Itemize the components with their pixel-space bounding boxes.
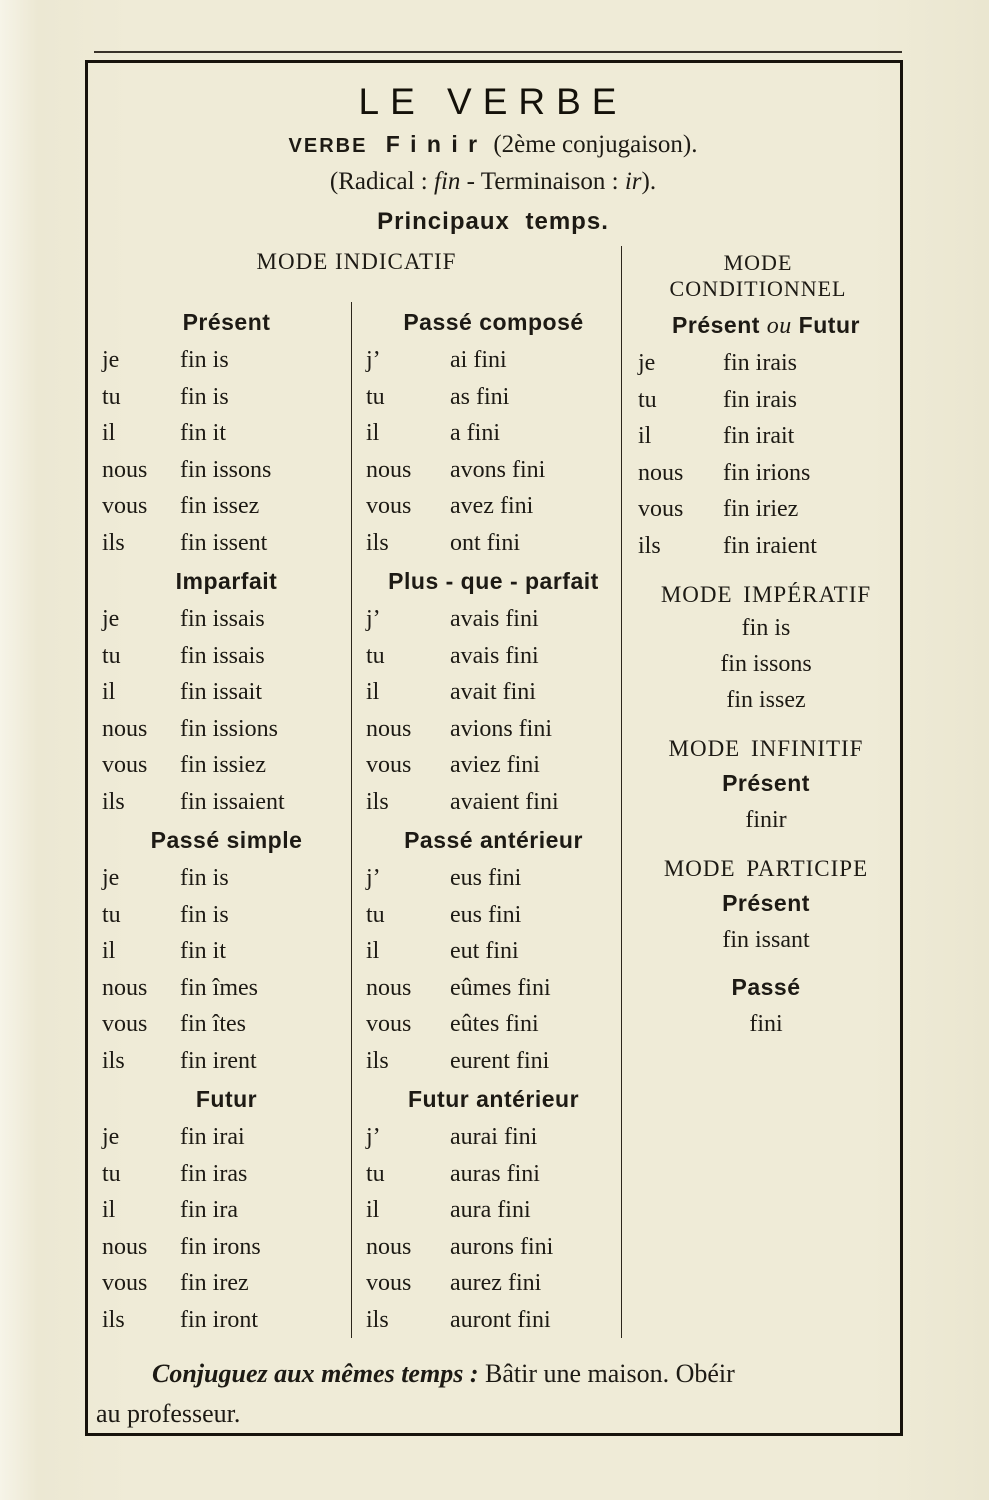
verb-form: fin issiez [180,752,266,778]
pronoun: ils [102,788,125,815]
conjugation-row [366,1006,621,1043]
conjugation-row [102,933,351,970]
verb-form: fin issais [180,606,265,632]
conjugation-row [102,897,351,934]
conjugation-row [102,1156,351,1193]
conjugation-row [366,747,621,784]
tense-heading: Futur antérieur [407,1086,580,1112]
verb-form: fin issez [180,493,260,519]
conjugation-row [366,1192,621,1229]
participe-passe-heading: Passé [731,974,801,1000]
conjugation-row [102,452,351,489]
pronoun: ils [102,1306,125,1333]
pronoun: ils [366,1047,389,1074]
radical-line [92,168,894,196]
pronoun: il [366,938,380,964]
tense-heading: Imparfait [175,568,278,594]
pronoun: ils [102,529,125,556]
conjugation-row [102,970,351,1007]
verb-form: fin îmes [180,974,258,1001]
verb-form: avais fini [450,642,539,669]
pronoun: il [102,420,116,446]
section-title: Principaux temps. [377,208,609,235]
tense-heading: Passé composé [403,309,584,335]
conjugation-row [638,345,894,382]
verb-form: fin irons [180,1233,261,1260]
verb-form: fin irais [723,350,797,376]
verb-form: aura fini [450,1197,531,1223]
conjugation-row [366,488,621,525]
instruction-lead: Conjuguez aux mêmes temps : [152,1359,479,1388]
radical-ending: ir [624,168,642,195]
verb-form: aurons fini [450,1233,554,1260]
pronoun: je [102,865,120,891]
instruction-line2: au professeur. [96,1399,241,1428]
conjugation-row [102,601,351,638]
conjugation-row [102,1043,351,1080]
conjugation-row [366,897,621,934]
tense-heading: Passé simple [150,827,303,853]
mode-conditionnel-heading [621,246,894,302]
tense-heading: Futur [195,1086,258,1112]
pronoun: vous [366,1011,412,1037]
mode-infinitif-heading: MODE INFINITIF [668,736,864,761]
verb-form: auront fini [450,1306,551,1333]
verb-form: eûmes fini [450,974,551,1001]
verb-form: auras fini [450,1160,540,1187]
verb-subtitle [92,131,894,159]
pronoun: je [102,606,120,632]
pronoun: ils [638,532,661,559]
conjugation-row [102,415,351,452]
conjugation-row [102,525,351,562]
pronoun: vous [102,493,148,519]
radical-stem: fin [434,168,461,195]
pronoun: nous [102,456,148,483]
pronoun: il [102,679,116,705]
conjugation-row [366,1119,621,1156]
conjugation-row [102,1302,351,1339]
conjugation-row [102,784,351,821]
conjugation-row [366,711,621,748]
conditionnel-rows [638,345,894,564]
verb-form: fin iraient [723,532,817,559]
conjugation-row [102,860,351,897]
participe-present-form: fin issant [722,927,810,953]
verb-form: avez fini [450,493,534,519]
verb-form: eurent fini [450,1047,550,1074]
participe-present-heading: Présent [722,890,810,916]
verb-form: aurez fini [450,1270,542,1296]
conjugation-row [102,638,351,675]
pronoun: tu [102,1160,121,1187]
mode-conditionnel-line2: CONDITIONNEL [669,276,847,301]
pronoun: tu [638,386,657,413]
pronoun: j’ [366,347,381,373]
verb-form: fin ira [180,1197,238,1223]
verb-form: eus fini [450,865,522,891]
pronoun: nous [102,1233,148,1260]
page-frame [85,60,903,1436]
verb-form: as fini [450,383,510,410]
pronoun: il [638,423,652,449]
pronoun: je [102,1124,120,1150]
tense-heading: Passé antérieur [404,827,583,853]
imperatif-forms [638,610,894,718]
column-other-modes [621,302,894,1338]
page-title: LE VERBE [358,81,628,122]
verb-form: fin is [180,901,229,928]
verb-form: fin irais [723,386,797,413]
pronoun: vous [102,1011,148,1037]
verb-form: avait fini [450,679,536,705]
verb-form: fin irez [180,1270,249,1296]
verb-form: a fini [450,420,500,446]
pronoun: tu [366,383,385,410]
pronoun: nous [102,715,148,742]
verb-form: fin issait [180,679,262,705]
conjugation-row [102,1192,351,1229]
pronoun: nous [366,974,412,1001]
verb-form: fin issez [726,687,806,713]
participe-passe-form: fini [749,1011,783,1037]
verb-form: fin iras [180,1160,248,1187]
mode-indicatif-heading: MODE INDICATIF [256,249,457,274]
verb-name: F i n i r [385,131,480,157]
verb-form: fin irent [180,1047,257,1074]
verb-form: fin issais [180,642,265,669]
conditionnel-tense-heading [638,306,894,345]
mode-conditionnel-line1: MODE [723,250,793,275]
conjugation-row [366,933,621,970]
verb-form: fin it [180,420,226,446]
verb-form: eûtes fini [450,1011,539,1037]
verb-form: fin issaient [180,788,285,815]
verb-form: avions fini [450,715,552,742]
conjugation-row [638,528,894,565]
pronoun: tu [102,642,121,669]
pronoun: ils [366,788,389,815]
exercise-instruction [96,1354,886,1434]
tense-heading: Présent [182,309,271,335]
pronoun: nous [102,974,148,1001]
radical-post: ). [641,168,657,195]
column-indicatif-simple [92,302,351,1338]
conjugation-row [366,601,621,638]
pronoun: tu [366,1160,385,1187]
verb-form: fin issons [180,456,272,483]
verb-form: avais fini [450,606,539,632]
conjugation-row [366,1043,621,1080]
verb-form: avons fini [450,456,546,483]
verb-form: ont fini [450,529,520,556]
verb-form: avaient fini [450,788,559,815]
conditionnel-heading-ou: ou [766,313,792,339]
conjugation-row [102,342,351,379]
verb-form: fin iriez [723,496,799,522]
conjugation-row [366,525,621,562]
verbe-label: VERBE [288,135,368,157]
verb-form: fin is [180,383,229,410]
conjugation-row [366,1156,621,1193]
infinitif-present-form: finir [745,807,787,833]
verb-form: fin it [180,938,226,964]
conjugation-row [102,1119,351,1156]
verb-form: fin issions [180,715,279,742]
conjugation-row [366,674,621,711]
pronoun: nous [366,456,412,483]
pronoun: il [366,420,380,446]
conjugation-row [102,1006,351,1043]
verb-form: fin is [741,615,791,641]
conjugation-table [92,246,894,1338]
pronoun: il [102,938,116,964]
conjugation-row [366,970,621,1007]
verb-form: eus fini [450,901,522,928]
verb-form: eut fini [450,938,519,964]
conditionnel-heading-part1: Présent [672,312,767,338]
conjugation-row [102,488,351,525]
conjugation-row [638,382,894,419]
conjugation-row [102,379,351,416]
pronoun: nous [366,1233,412,1260]
pronoun: il [366,679,380,705]
verb-form: fin irions [723,459,811,486]
conditionnel-heading-part3: Futur [791,312,860,338]
verb-form: fin is [180,347,229,373]
conjugation-row [638,491,894,528]
verb-form: ai fini [450,347,507,373]
pronoun: je [638,350,656,376]
pronoun: vous [102,752,148,778]
pronoun: vous [102,1270,148,1296]
pronoun: il [102,1197,116,1223]
pronoun: je [102,347,120,373]
pronoun: nous [366,715,412,742]
conjugation-row [366,638,621,675]
pronoun: tu [102,383,121,410]
pronoun: il [366,1197,380,1223]
conjugation-row [638,418,894,455]
pronoun: tu [366,901,385,928]
conjugation-row [102,1265,351,1302]
conjugation-row [366,1302,621,1339]
pronoun: ils [366,1306,389,1333]
infinitif-present-heading: Présent [722,770,810,796]
conjugation-row [102,1229,351,1266]
conjugation-row [366,452,621,489]
verb-form: aurai fini [450,1124,538,1150]
pronoun: vous [638,496,684,522]
verb-form: aviez fini [450,752,540,778]
verb-form: fin irai [180,1124,245,1150]
pronoun: j’ [366,606,381,632]
conjugation-row [638,455,894,492]
conjugation-row [366,784,621,821]
pronoun: tu [102,901,121,928]
pronoun: ils [102,1047,125,1074]
conjugation-row [102,747,351,784]
pronoun: vous [366,493,412,519]
verb-form: fin issent [180,529,268,556]
pronoun: ils [366,529,389,556]
pronoun: nous [638,459,684,486]
pronoun: j’ [366,865,381,891]
conjugation-row [366,1229,621,1266]
mode-imperatif-heading: MODE IMPÉRATIF [660,582,872,607]
radical-pre: (Radical : [329,168,435,195]
verb-form: fin irait [723,423,795,449]
conjugaison-note: (2ème conjugaison). [493,131,698,158]
conjugation-row [102,674,351,711]
conjugation-row [366,860,621,897]
tense-heading: Plus - que - parfait [388,568,599,594]
conjugation-row [102,711,351,748]
verb-form: fin issons [720,651,812,677]
pronoun: vous [366,752,412,778]
pronoun: vous [366,1270,412,1296]
conjugation-row [366,379,621,416]
radical-mid: - Terminaison : [460,168,625,195]
verb-form: fin îtes [180,1011,246,1037]
verb-form: fin iront [180,1306,258,1333]
instruction-rest: Bâtir une maison. Obéir [478,1359,735,1388]
verb-form: fin is [180,865,229,891]
conjugation-row [366,1265,621,1302]
pronoun: tu [366,642,385,669]
column-indicatif-compose [351,302,621,1338]
pronoun: j’ [366,1124,381,1150]
conjugation-row [366,342,621,379]
mode-participe-heading: MODE PARTICIPE [663,856,869,881]
conjugation-row [366,415,621,452]
